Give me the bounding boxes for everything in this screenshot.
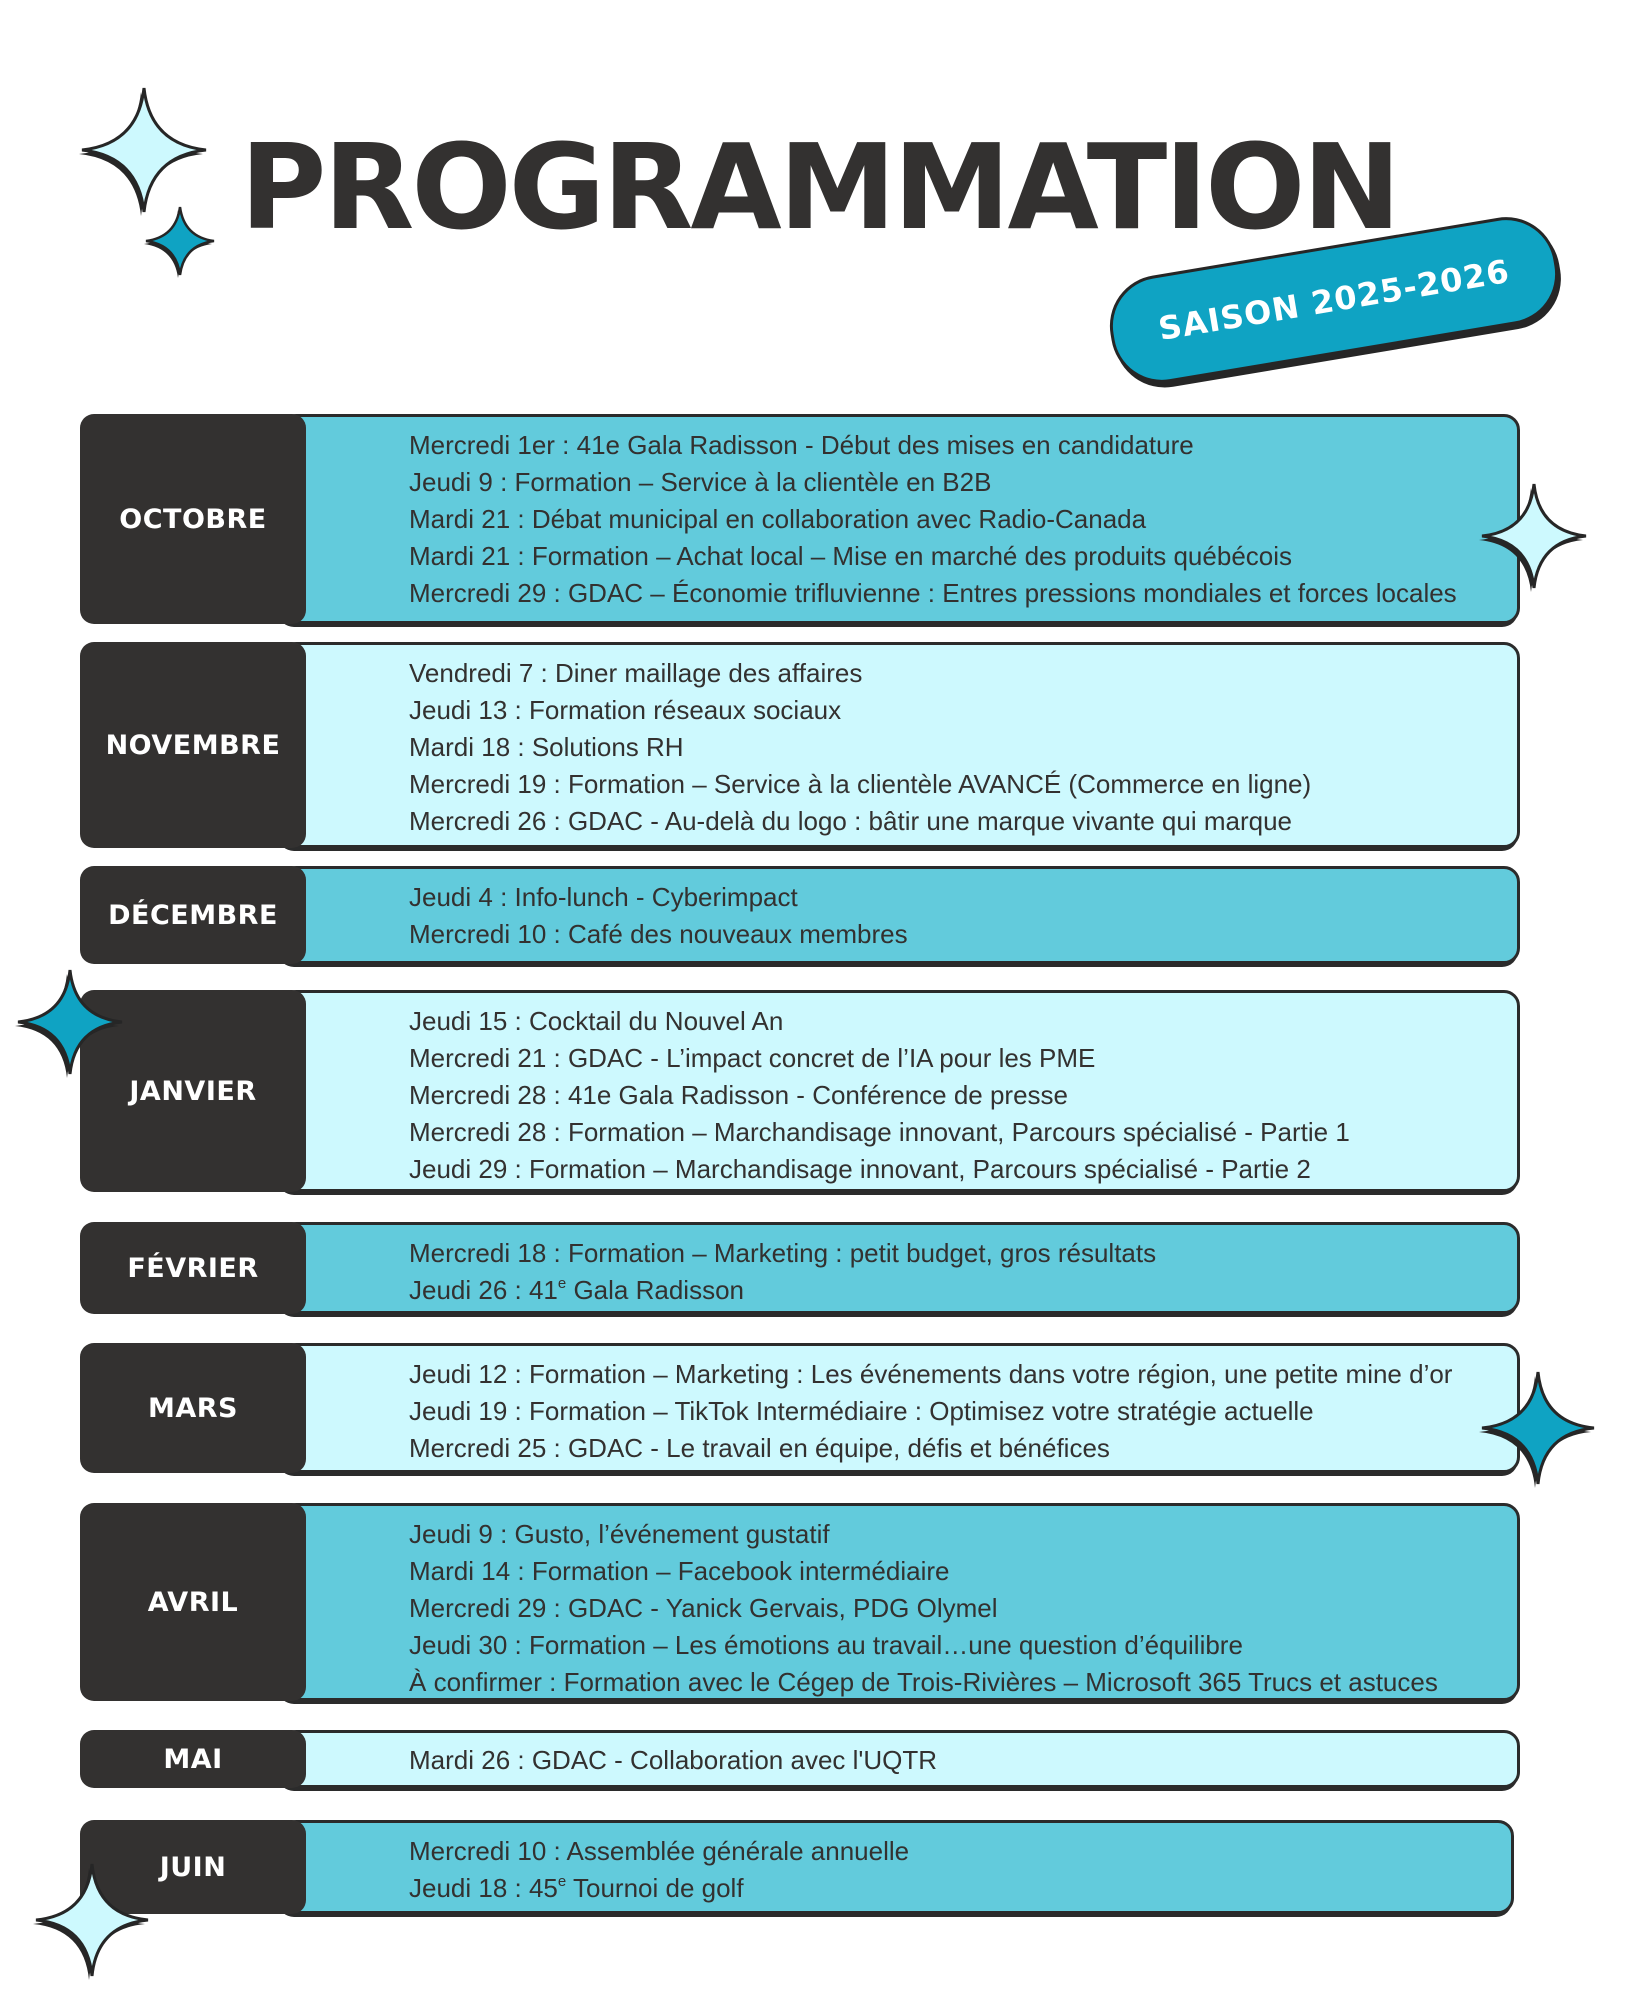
month-label: NOVEMBRE (80, 642, 306, 848)
month-label: FÉVRIER (80, 1222, 306, 1314)
event-list (280, 1222, 1520, 1314)
event-item: Jeudi 19 : Formation – TikTok Intermédiaire : Optimisez votre stratégie actuelle (409, 1396, 1314, 1426)
event-item: Mardi 26 : GDAC - Collaboration avec l'UQTR (409, 1745, 938, 1775)
event-list (280, 1730, 1520, 1788)
event-item: Mercredi 28 : Formation – Marchandisage innovant, Parcours spécialisé - Partie 1 (409, 1117, 1350, 1147)
event-item: Mercredi 29 : GDAC - Yanick Gervais, PDG Olymel (409, 1593, 998, 1623)
event-list (280, 1343, 1520, 1473)
event-item: Jeudi 30 : Formation – Les émotions au travail…une question d’équilibre (409, 1630, 1243, 1660)
page-title: PROGRAMMATION (240, 118, 1399, 256)
month-block-janvier (80, 990, 1520, 1192)
month-block-decembre (80, 866, 1520, 964)
sparkle-icon (1478, 480, 1590, 592)
month-label: AVRIL (80, 1503, 306, 1701)
event-item: Mercredi 10 : Café des nouveaux membres (409, 919, 908, 949)
event-list (280, 414, 1520, 624)
event-item: Jeudi 13 : Formation réseaux sociaux (409, 695, 842, 725)
month-block-octobre (80, 414, 1520, 624)
event-item: À confirmer : Formation avec le Cégep de Trois-Rivières – Microsoft 365 Trucs et astuces (409, 1667, 1438, 1697)
season-label: SAISON 2025-2026 (1155, 251, 1513, 349)
event-item: Mercredi 18 : Formation – Marketing : petit budget, gros résultats (409, 1238, 1157, 1268)
sparkle-icon (34, 1862, 150, 1978)
month-label: MAI (80, 1730, 306, 1788)
event-list (280, 990, 1520, 1192)
month-block-mai (80, 1730, 1520, 1788)
sparkle-icon (16, 968, 124, 1076)
event-list (280, 866, 1520, 964)
event-item: Mardi 21 : Débat municipal en collaboration avec Radio-Canada (409, 504, 1147, 534)
event-item: Mercredi 25 : GDAC - Le travail en équipe, défis et bénéfices (409, 1433, 1110, 1463)
month-label: JANVIER (80, 990, 306, 1192)
event-list (280, 1503, 1520, 1701)
event-item: Mardi 14 : Formation – Facebook intermédiaire (409, 1556, 950, 1586)
month-label: JUIN (80, 1820, 306, 1914)
event-item: Mercredi 1er : 41e Gala Radisson - Début des mises en candidature (409, 430, 1194, 460)
month-block-novembre (80, 642, 1520, 848)
month-label: DÉCEMBRE (80, 866, 306, 964)
event-item: Jeudi 9 : Formation – Service à la clientèle en B2B (409, 467, 992, 497)
sparkle-icon (1480, 1370, 1596, 1486)
event-item: Mercredi 21 : GDAC - L’impact concret de l’IA pour les PME (409, 1043, 1096, 1073)
event-item: Mercredi 29 : GDAC – Économie trifluvienne : Entres pressions mondiales et forces locales (409, 578, 1457, 608)
event-item: Jeudi 4 : Info-lunch - Cyberimpact (409, 882, 798, 912)
event-list (280, 1820, 1514, 1914)
sparkle-icon (144, 205, 216, 277)
event-item: Mardi 18 : Solutions RH (409, 732, 684, 762)
event-item: Mercredi 26 : GDAC - Au-delà du logo : bâtir une marque vivante qui marque (409, 806, 1293, 836)
sparkle-icon (78, 84, 210, 216)
event-item: Jeudi 26 : 41e Gala Radisson (409, 1275, 744, 1305)
month-label: OCTOBRE (80, 414, 306, 624)
month-block-mars (80, 1343, 1520, 1473)
event-item: Mercredi 10 : Assemblée générale annuelle (409, 1836, 910, 1866)
event-item: Jeudi 29 : Formation – Marchandisage innovant, Parcours spécialisé - Partie 2 (409, 1154, 1311, 1184)
event-item: Mercredi 28 : 41e Gala Radisson - Conférence de presse (409, 1080, 1069, 1110)
event-item: Mercredi 19 : Formation – Service à la clientèle AVANCÉ (Commerce en ligne) (409, 769, 1312, 799)
event-item: Vendredi 7 : Diner maillage des affaires (409, 658, 863, 688)
event-item: Jeudi 9 : Gusto, l’événement gustatif (409, 1519, 830, 1549)
month-block-fevrier (80, 1222, 1520, 1314)
event-item: Jeudi 12 : Formation – Marketing : Les événements dans votre région, une petite mine d’or (409, 1359, 1453, 1389)
event-list (280, 642, 1520, 848)
event-item: Jeudi 15 : Cocktail du Nouvel An (409, 1006, 784, 1036)
month-block-juin (80, 1820, 1514, 1914)
event-item: Jeudi 18 : 45e Tournoi de golf (409, 1873, 744, 1903)
month-block-avril (80, 1503, 1520, 1701)
event-item: Mardi 21 : Formation – Achat local – Mise en marché des produits québécois (409, 541, 1293, 571)
month-label: MARS (80, 1343, 306, 1473)
